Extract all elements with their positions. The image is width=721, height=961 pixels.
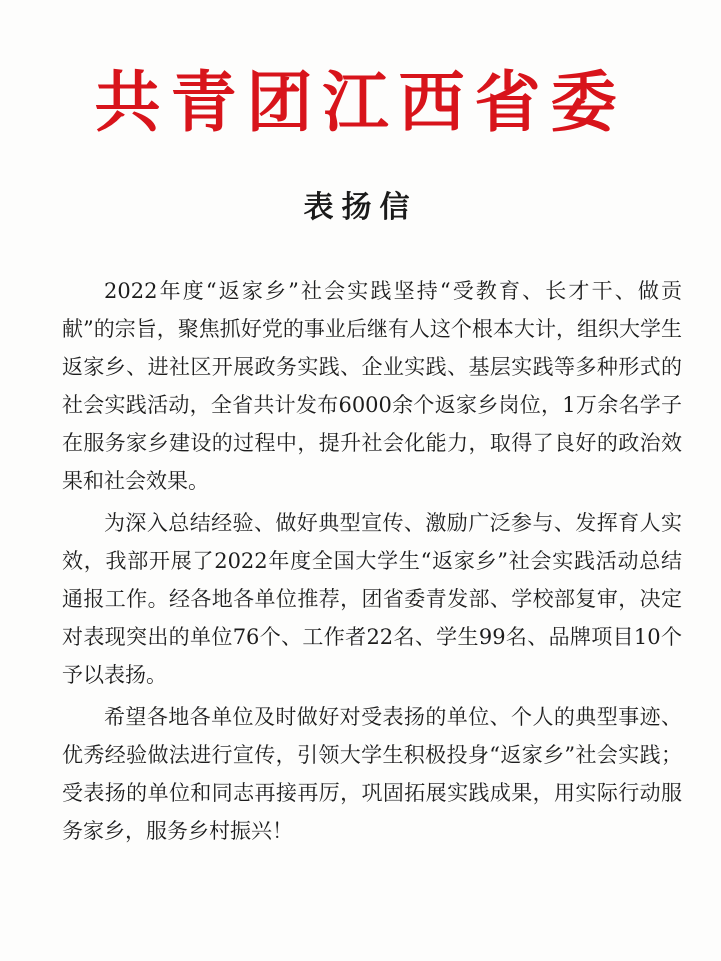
body-paragraph-2: 为深入总结经验、做好典型宣传、激励广泛参与、发挥育人实效，我部开展了2022年度全国大学生“返家乡”社会实践活动总结通报工作。经各地各单位推荐，团省委青发部、学校部复审，决定对表现突出的单位76个、工作者22名、学生99名、品牌项目10个予以表扬。: [62, 511, 682, 687]
organization-masthead: 共青团江西省委: [94, 63, 627, 141]
document-title: 表扬信: [303, 190, 418, 225]
body-paragraph-1: 2022年度“返家乡”社会实践坚持“受教育、长才干、做贡献”的宗旨，聚焦抓好党的事业后继有人这个根本大计，组织大学生返家乡、进社区开展政务实践、企业实践、基层实践等多种形式的社会实践活动，全省共计发布6000余个返家乡岗位，1万余名学子在服务家乡建设的过程中，提升社会化能力，取得了良好的政治效果和社会效果。: [62, 279, 682, 493]
body-paragraph-3: 希望各地各单位及时做好对受表扬的单位、个人的典型事迹、优秀经验做法进行宣传，引领大学生积极投身“返家乡”社会实践；受表扬的单位和同志再接再厉，巩固拓展实践成果，用实际行动服务家乡，服务乡村振兴！: [62, 705, 682, 843]
letter-body: [62, 272, 682, 850]
